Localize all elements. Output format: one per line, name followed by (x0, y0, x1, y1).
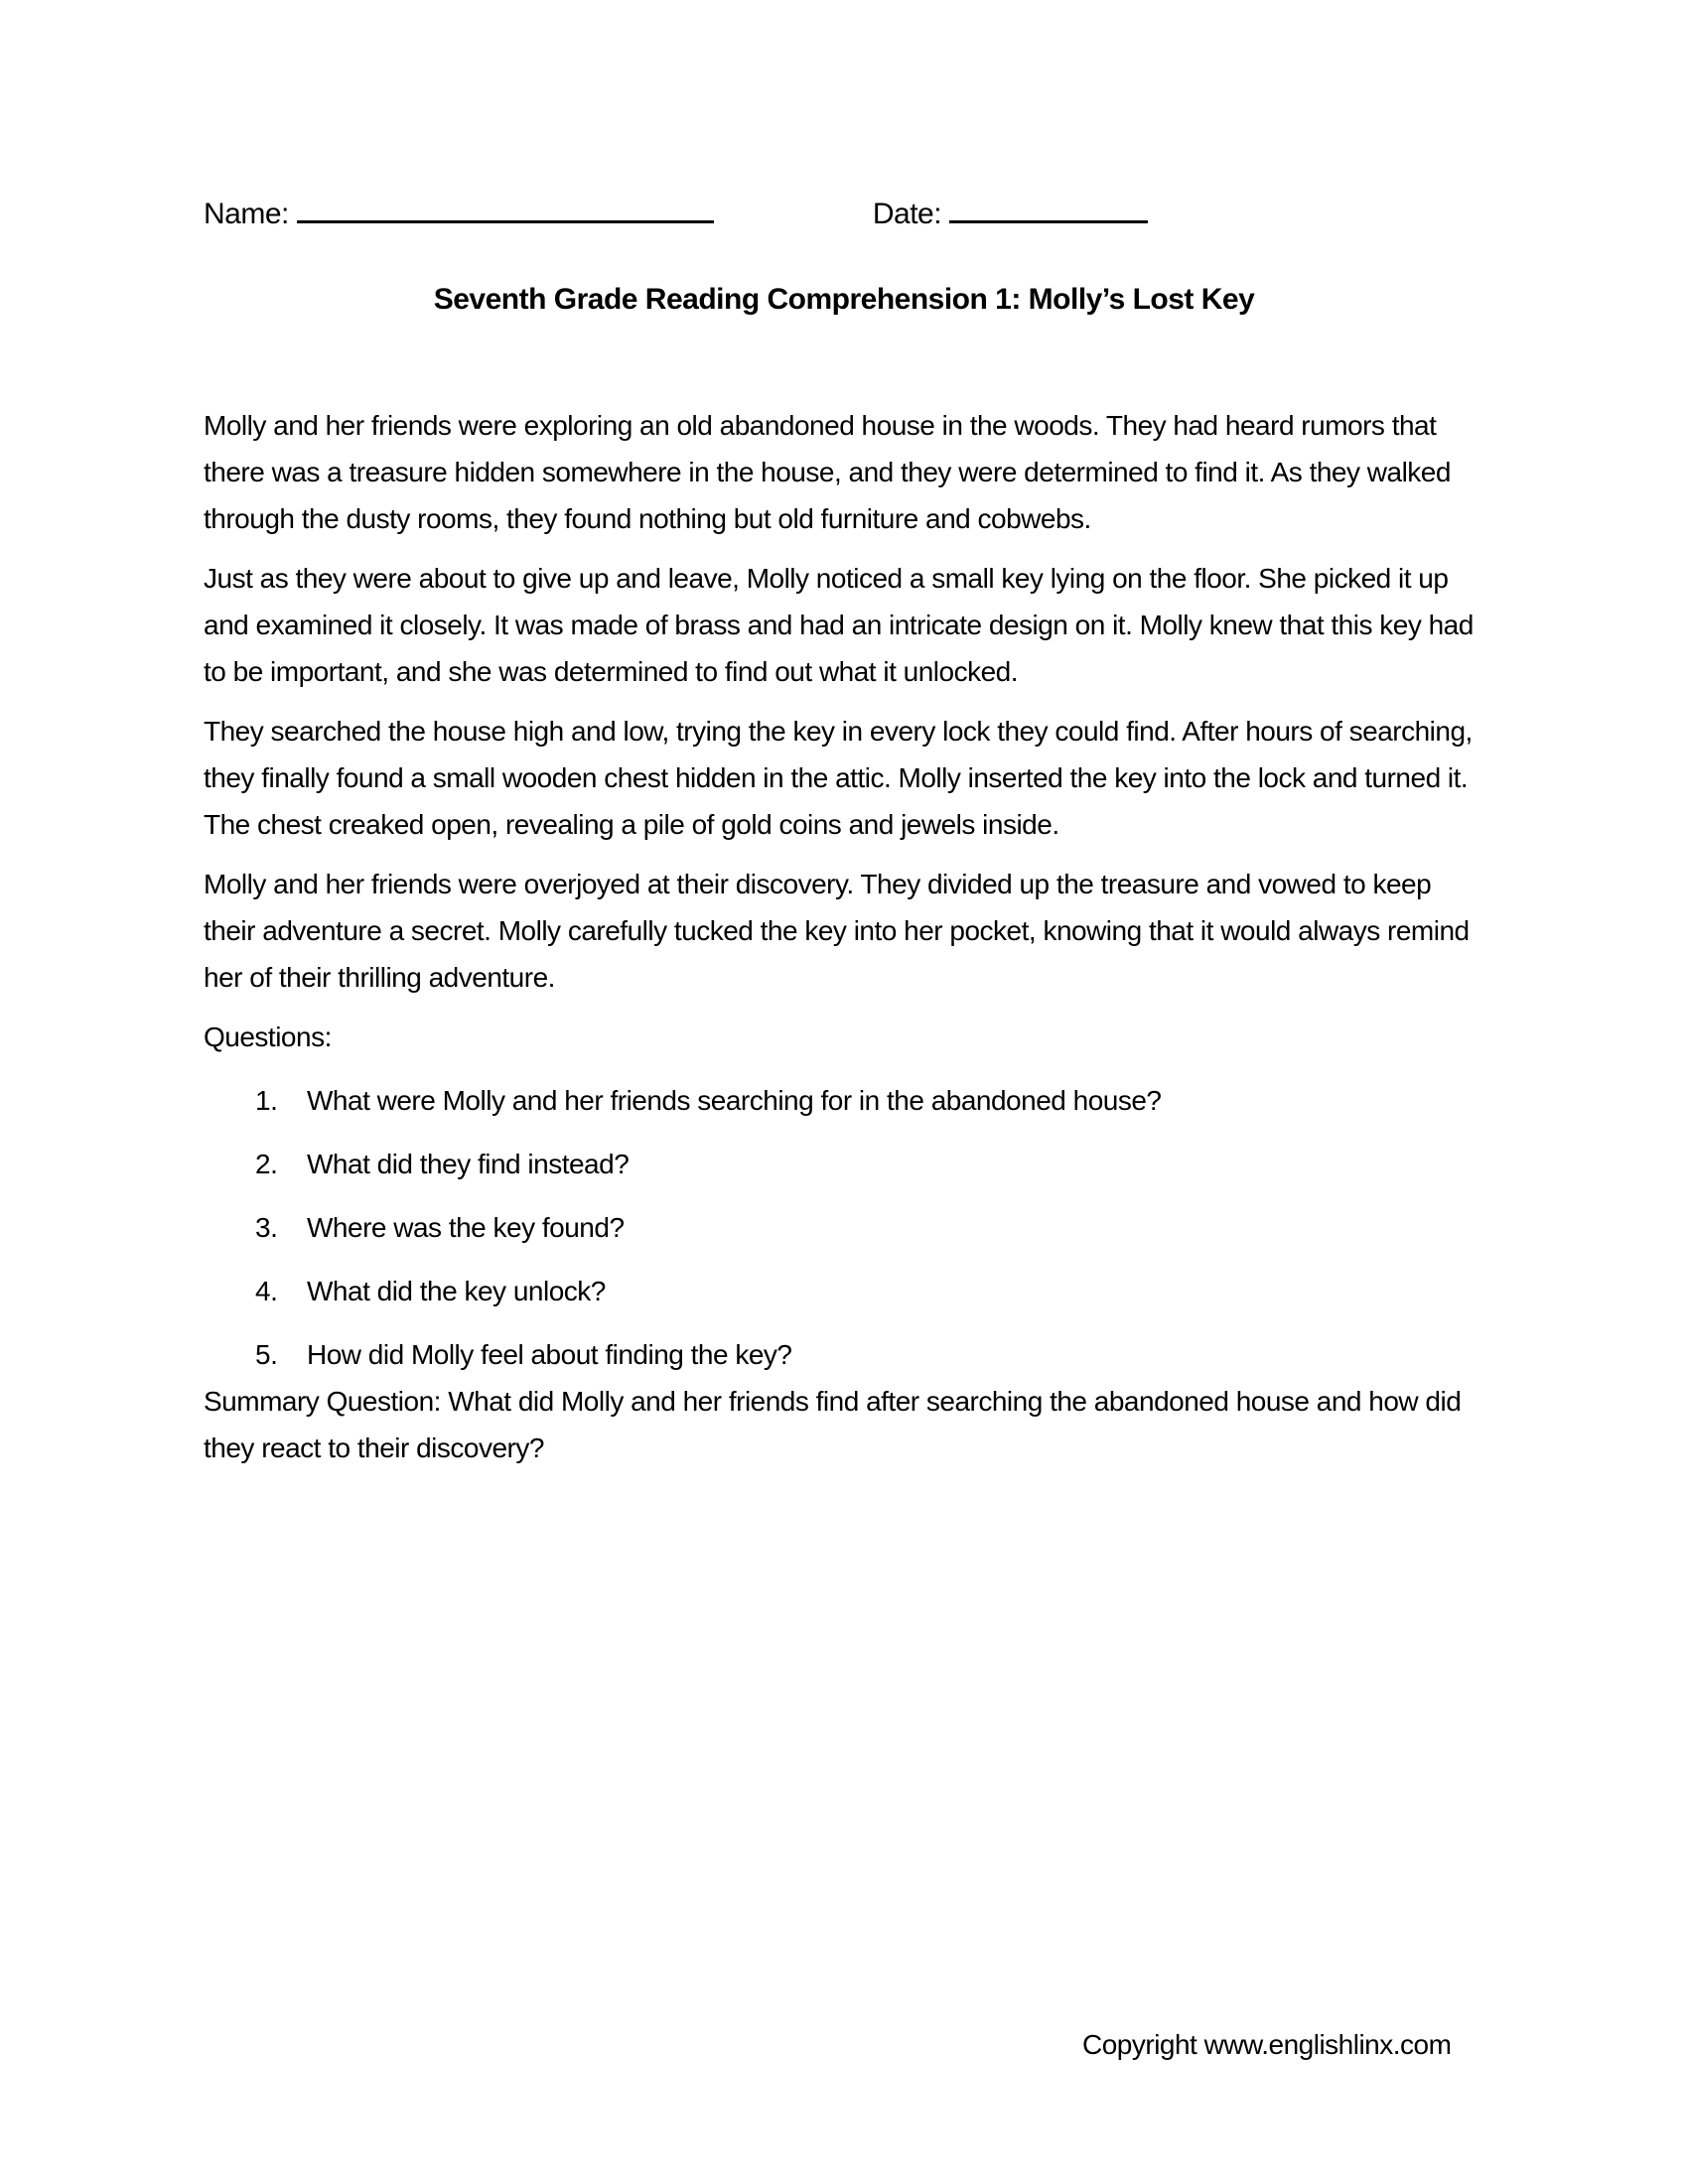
question-text: What did they find instead? (307, 1149, 630, 1179)
question-item (204, 1268, 1489, 1314)
question-number: 4. (255, 1276, 278, 1306)
question-text: What did the key unlock? (307, 1276, 606, 1306)
question-item (204, 1204, 1489, 1251)
passage-paragraph: Molly and her friends were exploring an old abandoned house in the woods. They had heard rumors that there was a treasure hidden somewhere in the house, and they were determined to find it. As they walked through the dusty rooms, they found nothing but old furniture and cobwebs. (204, 410, 1451, 534)
name-blank-line (297, 191, 714, 223)
copyright-text: Copyright www.englishlinx.com (1082, 2029, 1452, 2060)
question-number: 2. (255, 1149, 278, 1179)
questions-list (204, 1077, 1489, 1378)
passage-paragraph: Just as they were about to give up and leave, Molly noticed a small key lying on the floor. She picked it up and examined it closely. It was made of brass and had an intricate design on it. Molly knew that this key had to be important, and she was determined to find out what it unlocked. (204, 563, 1474, 687)
passage-paragraph: Molly and her friends were overjoyed at their discovery. They divided up the treasure and vowed to keep their adventure a secret. Molly carefully tucked the key into her pocket, knowing that it would always remind her of their thrilling adventure. (204, 869, 1470, 993)
reading-passage (204, 402, 1489, 1471)
question-number: 5. (255, 1339, 278, 1370)
date-label: Date: (872, 198, 942, 230)
question-item (204, 1331, 1489, 1378)
question-number: 1. (255, 1085, 278, 1116)
question-text: What were Molly and her friends searching for in the abandoned house? (307, 1085, 1162, 1116)
name-label: Name: (204, 198, 289, 230)
page-title: Seventh Grade Reading Comprehension 1: Molly’s Lost Key (433, 283, 1255, 316)
question-text: How did Molly feel about finding the key? (307, 1339, 792, 1370)
question-number: 3. (255, 1212, 278, 1243)
question-text: Where was the key found? (307, 1212, 625, 1243)
header-row (204, 0, 1489, 236)
passage-paragraph: They searched the house high and low, trying the key in every lock they could find. After hours of searching, they finally found a small wooden chest hidden in the attic. Molly inserted the key into the lock and turned it. The chest creaked open, revealing a pile of gold coins and jewels inside. (204, 716, 1473, 840)
question-item (204, 1141, 1489, 1187)
date-blank-line (949, 191, 1148, 223)
question-item (204, 1077, 1489, 1124)
questions-heading: Questions: (204, 1022, 332, 1052)
summary-question: Summary Question: What did Molly and her friends find after searching the abandoned house and how did they react to their discovery? (204, 1386, 1462, 1463)
